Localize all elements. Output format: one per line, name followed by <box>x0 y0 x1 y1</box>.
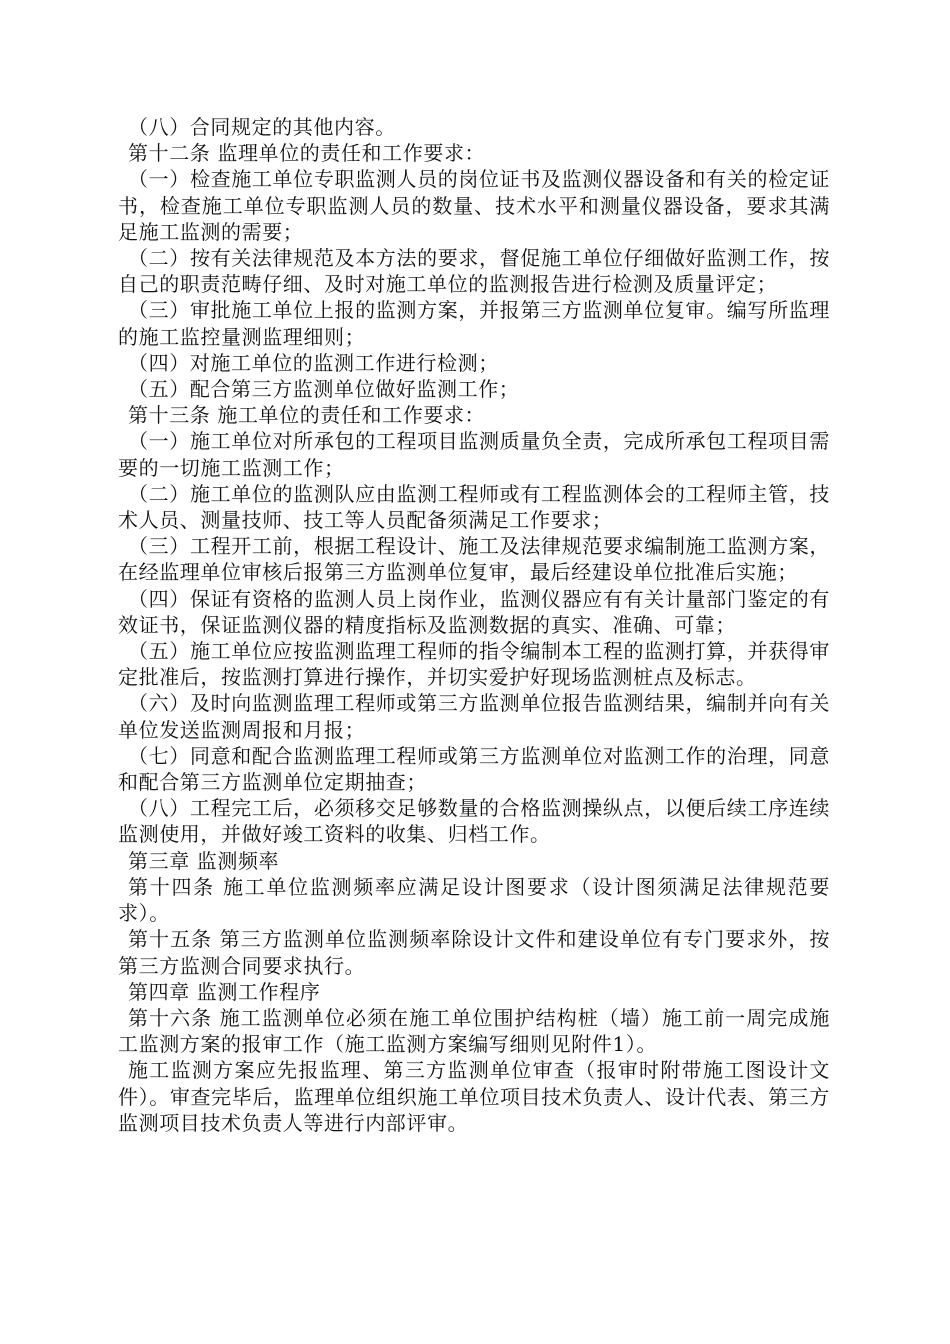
paragraph-16: （八）工程完工后，必须移交足够数量的合格监测操纵点，以便后续工序连续监测使用，并做好竣工资料的收集、归档工作。 <box>118 796 830 847</box>
chapter-4-heading: 第四章 监测工作程序 <box>128 979 321 1004</box>
paragraph-12: （四）保证有资格的监测人员上岗作业，监测仪器应有有关计量部门鉴定的有效证书，保证监测仪器的精度指标及监测数据的真实、准确、可靠； <box>118 586 830 637</box>
paragraph-15: （七）同意和配合监测监理工程师或第三方监测单位对监测工作的治理，同意和配合第三方监测单位定期抽查； <box>118 743 830 795</box>
paragraph-5: （三）审批施工单位上报的监测方案，并报第三方监测单位复审。编写所监理的施工监控量测监理细则； <box>118 298 830 349</box>
document-body <box>118 114 830 1136</box>
paragraph-9: （一）施工单位对所承包的工程项目监测质量负全责，完成所承包工程项目需要的一切施工监测工作； <box>118 429 830 480</box>
article-13-heading: 第十三条 施工单位的责任和工作要求： <box>128 403 486 428</box>
paragraph-13: （五）施工单位应按监测监理工程师的指令编制本工程的监测打算，并获得审定批准后，按监测打算进行操作，并切实爱护好现场监测桩点及标志。 <box>118 639 830 690</box>
paragraph-3: （一）检查施工单位专职监测人员的岗位证书及监测仪器设备和有关的检定证书，检查施工单位专职监测人员的数量、技术水平和测量仪器设备，要求其满足施工监测的需要； <box>118 167 830 244</box>
paragraph-4: （二）按有关法律规范及本方法的要求，督促施工单位仔细做好监测工作，按自己的职责范畴仔细、及时对施工单位的监测报告进行检测及质量评定； <box>118 246 830 297</box>
article-14: 第十四条 施工单位监测频率应满足设计图要求（设计图须满足法律规范要求）。 <box>118 874 830 926</box>
chapter-3-heading: 第三章 监测频率 <box>128 848 280 873</box>
article-16: 第十六条 施工监测单位必须在施工单位围护结构桩（墙）施工前一周完成施工监测方案的报审工作（施工监测方案编写细则见附件1）。 <box>118 1005 830 1057</box>
paragraph-10: （二）施工单位的监测队应由监测工程师或有工程监测体会的工程师主管，技术人员、测量技师、技工等人员配备须满足工作要求； <box>118 481 830 533</box>
paragraph-14: （六）及时向监测监理工程师或第三方监测单位报告监测结果，编制并向有关单位发送监测周报和月报； <box>118 691 830 742</box>
paragraph-1: （八）合同规定的其他内容。 <box>128 115 396 139</box>
article-12-heading: 第十二条 监理单位的责任和工作要求： <box>128 141 486 166</box>
paragraph-7: （五）配合第三方监测单位做好监测工作； <box>128 377 520 402</box>
article-15: 第十五条 第三方监测单位监测频率除设计文件和建设单位有专门要求外，按第三方监测合同要求执行。 <box>118 927 830 978</box>
paragraph-11: （三）工程开工前，根据工程设计、施工及法律规范要求编制施工监测方案，在经监理单位审核后报第三方监测单位复审，最后经建设单位批准后实施； <box>118 534 830 585</box>
paragraph-6: （四）对施工单位的监测工作进行检测； <box>128 350 499 375</box>
paragraph-22: 施工监测方案应先报监理、第三方监测单位审查（报审时附带施工图设计文件）。审查完毕后，监理单位组织施工单位项目技术负责人、设计代表、第三方监测项目技术负责人等进行内部评审。 <box>118 1058 830 1135</box>
